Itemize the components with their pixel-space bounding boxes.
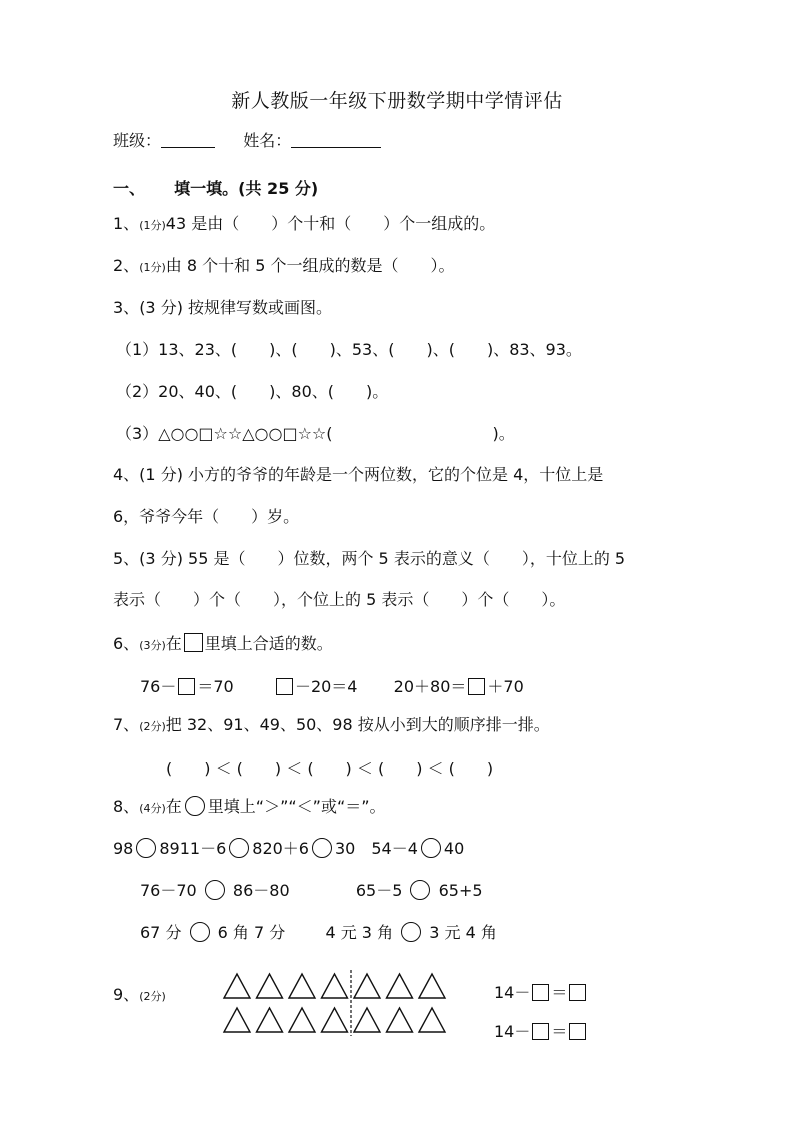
page-title: 新人教版一年级下册数学期中学情评估 [231, 90, 563, 112]
question-points: (1分) [139, 261, 166, 274]
question-3-sub-3 [116, 423, 515, 445]
student-info-row [113, 130, 381, 152]
answer-box[interactable] [569, 984, 586, 1001]
question-number: 7、 [113, 715, 140, 734]
compare-circle[interactable] [136, 838, 156, 858]
compare-text: 3 元 4 角 [429, 923, 497, 942]
question-7-answer-row: ( ) ＜ ( ) ＜ ( ) ＜ ( ) ＜ ( ) [166, 759, 494, 778]
equation-text: ＋70 [487, 677, 524, 696]
question-points: (2分) [139, 720, 166, 733]
class-field[interactable] [161, 131, 215, 148]
section-title: 填一填。(共 25 分) [174, 179, 319, 198]
compare-text: 86－80 [232, 881, 290, 900]
triangle-icon [289, 1008, 315, 1032]
question-number: 9、 [113, 985, 140, 1004]
compare-circle[interactable] [205, 880, 225, 900]
question-text: 43 是由（ ）个十和（ ）个一组成的。 [165, 214, 496, 233]
circle-icon [185, 796, 205, 816]
question-2 [113, 255, 455, 277]
triangle-icon [257, 974, 283, 998]
question-number: 6、 [113, 634, 140, 653]
equation-text: 20＋80＝ [393, 677, 467, 696]
question-text: 由 8 个十和 5 个一组成的数是（ ）。 [165, 256, 455, 275]
triangle-icon [387, 974, 413, 998]
equation-text: 14－ [494, 983, 531, 1002]
sub-label: （3） [116, 424, 159, 443]
answer-box[interactable] [569, 1023, 586, 1040]
question-8-row-1 [113, 838, 464, 860]
name-label: 姓名： [243, 131, 292, 150]
compare-circle[interactable] [421, 838, 441, 858]
question-8-row-3 [140, 922, 497, 944]
question-text: 里填上合适的数。 [204, 634, 333, 653]
question-6-equations [140, 676, 524, 698]
question-3 [113, 297, 332, 319]
compare-circle[interactable] [312, 838, 332, 858]
question-7 [113, 714, 550, 736]
answer-blank: ( )。 [326, 424, 515, 443]
question-9 [113, 984, 166, 1006]
triangle-figure [220, 970, 450, 1040]
triangle-icon [322, 974, 348, 998]
question-number: 2、 [113, 256, 140, 275]
triangle-icon [354, 974, 380, 998]
compare-text: 67 分 [140, 923, 182, 942]
triangle-icon [354, 1008, 380, 1032]
question-points: (3 分) [139, 298, 183, 317]
compare-circle[interactable] [190, 922, 210, 942]
question-text: 在 [165, 634, 182, 653]
answer-box[interactable] [178, 678, 195, 695]
question-6 [113, 633, 333, 655]
question-number: 1、 [113, 214, 140, 233]
triangle-icon [419, 974, 445, 998]
answer-box[interactable] [532, 984, 549, 1001]
question-9-equation-2 [494, 1021, 588, 1043]
triangle-icon [224, 1008, 250, 1032]
question-number: 3、 [113, 298, 140, 317]
compare-text: 76－70 [140, 881, 197, 900]
question-points: (4分) [139, 802, 166, 815]
answer-box[interactable] [468, 678, 485, 695]
question-5-line-2: 表示（ ）个（ ），个位上的 5 表示（ ）个（ ）。 [113, 590, 566, 609]
compare-circle[interactable] [229, 838, 249, 858]
compare-text: 65+5 [438, 881, 483, 900]
triangle-icon [419, 1008, 445, 1032]
name-field[interactable] [291, 131, 381, 148]
triangle-icon [257, 1008, 283, 1032]
question-8 [113, 796, 386, 818]
equation-text: －20＝4 [294, 677, 358, 696]
question-number: 8、 [113, 797, 140, 816]
equation-text: 76－ [140, 677, 177, 696]
answer-box[interactable] [532, 1023, 549, 1040]
class-label: 班级： [113, 131, 162, 150]
equation-text: ＝ [551, 1022, 568, 1041]
equation-text: ＝70 [197, 677, 234, 696]
answer-box[interactable] [276, 678, 293, 695]
triangle-icon [224, 974, 250, 998]
question-3-sub-1: （1）13、23、( )、( )、53、( )、( )、83、93。 [116, 340, 582, 359]
question-text: 把 32、91、49、50、98 按从小到大的顺序排一排。 [165, 715, 550, 734]
question-9-equation-1 [494, 982, 588, 1004]
compare-text: 40 [443, 839, 465, 858]
compare-text: 65－5 [355, 881, 403, 900]
compare-circle[interactable] [410, 880, 430, 900]
equation-text: ＝ [551, 983, 568, 1002]
question-text: 按规律写数或画图。 [188, 298, 333, 317]
compare-text: 4 元 3 角 [325, 923, 394, 942]
compare-text: 820＋6 [252, 839, 309, 858]
question-4-line-1: 4、(1 分) 小方的爷爷的年龄是一个两位数，它的个位是 4，十位上是 [113, 465, 604, 484]
question-3-sub-2: （2）20、40、( )、80、( )。 [116, 382, 389, 401]
shape-pattern: △○○□☆☆△○○□☆☆ [158, 424, 327, 443]
question-text: 在 [165, 797, 182, 816]
question-points: (3分) [139, 639, 166, 652]
question-5-line-1: 5、(3 分) 55 是（ ）位数，两个 5 表示的意义（ ），十位上的 5 [113, 549, 626, 568]
triangle-icon [387, 1008, 413, 1032]
square-icon [184, 633, 203, 652]
question-text: 里填上“＞”“＜”或“＝”。 [207, 797, 386, 816]
question-1 [113, 213, 495, 235]
question-8-row-2 [140, 880, 483, 902]
compare-circle[interactable] [401, 922, 421, 942]
triangle-icon [289, 974, 315, 998]
section-1-heading [113, 178, 318, 200]
compare-text: 8911－6 [159, 839, 227, 858]
question-points: (2分) [139, 990, 166, 1003]
question-points: (1分) [139, 219, 166, 232]
question-4-line-2: 6，爷爷今年（ ）岁。 [113, 507, 300, 526]
compare-text: 30 54－4 [335, 839, 418, 858]
equation-text: 14－ [494, 1022, 531, 1041]
compare-text: 6 角 7 分 [217, 923, 286, 942]
triangle-icon [322, 1008, 348, 1032]
section-number: 一、 [113, 179, 146, 198]
compare-text: 98 [113, 839, 134, 858]
